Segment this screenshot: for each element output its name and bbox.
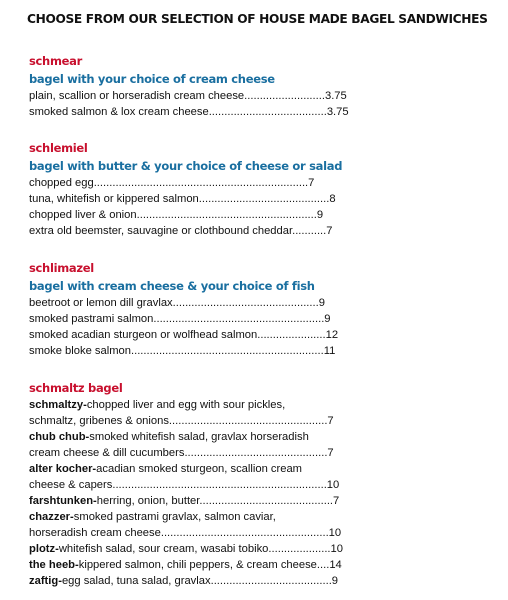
item-name: plotz- xyxy=(29,543,59,555)
menu-item xyxy=(29,511,276,523)
menu-item-cont: schmaltz, gribenes & onions...................................................7 xyxy=(29,415,334,427)
page-title: CHOOSE FROM OUR SELECTION OF HOUSE MADE BAGEL SANDWICHES xyxy=(27,12,488,26)
section-subtitle-schlemiel: bagel with butter & your choice of cheese or salad xyxy=(29,159,343,173)
menu-item xyxy=(29,463,302,475)
menu-item-cont: horseradish cream cheese......................................................10 xyxy=(29,527,342,539)
menu-item xyxy=(29,575,338,587)
item-desc: whitefish salad, sour cream, wasabi tobiko....................10 xyxy=(58,543,343,555)
menu-item xyxy=(29,495,339,507)
menu-item: smoked pastrami salmon.......................................................9 xyxy=(29,313,331,325)
item-desc: acadian smoked sturgeon, scallion cream xyxy=(96,463,302,475)
section-title-schmaltz: schmaltz bagel xyxy=(29,381,123,395)
item-name: zaftig- xyxy=(29,575,62,587)
menu-item: tuna, whitefish or kippered salmon..........................................8 xyxy=(29,193,336,205)
menu-item: chopped liver & onion..........................................................9 xyxy=(29,209,324,221)
menu-item: smoke bloke salmon..............................................................11 xyxy=(29,345,336,357)
item-name: the heeb- xyxy=(29,559,79,571)
menu-item-cont: cheese & capers.....................................................................10 xyxy=(29,479,340,491)
item-name: chazzer- xyxy=(29,511,74,523)
menu-item: smoked acadian sturgeon or wolfhead salmon......................12 xyxy=(29,329,339,341)
item-name: alter kocher- xyxy=(29,463,97,475)
item-desc: herring, onion, butter...........................................7 xyxy=(96,495,340,507)
menu-item xyxy=(29,399,285,411)
item-desc: smoked pastrami gravlax, salmon caviar, xyxy=(73,511,276,523)
item-name: farshtunken- xyxy=(29,495,97,507)
menu-item xyxy=(29,431,309,443)
menu-item xyxy=(29,543,343,555)
section-title-schlimazel: schlimazel xyxy=(29,261,94,275)
menu-item: chopped egg.....................................................................7 xyxy=(29,177,315,189)
item-name: chub chub- xyxy=(29,431,90,443)
item-desc: egg salad, tuna salad, gravlax.......................................9 xyxy=(61,575,339,587)
section-title-schmear: schmear xyxy=(29,54,82,68)
section-title-schlemiel: schlemiel xyxy=(29,141,88,155)
item-name: schmaltzy- xyxy=(29,399,87,411)
section-subtitle-schlimazel: bagel with cream cheese & your choice of fish xyxy=(29,279,315,293)
item-desc: chopped liver and egg with sour pickles, xyxy=(86,399,286,411)
menu-item: plain, scallion or horseradish cream cheese..........................3.75 xyxy=(29,90,347,102)
menu-item xyxy=(29,559,342,571)
menu-item: beetroot or lemon dill gravlax...............................................9 xyxy=(29,297,325,309)
menu-item-cont: cream cheese & dill cucumbers..............................................7 xyxy=(29,447,334,459)
item-desc: kippered salmon, chili peppers, & cream cheese....14 xyxy=(78,559,342,571)
section-subtitle-schmear: bagel with your choice of cream cheese xyxy=(29,72,275,86)
menu-item: extra old beemster, sauvagine or clothbound cheddar...........7 xyxy=(29,225,333,237)
menu-item: smoked salmon & lox cream cheese......................................3.75 xyxy=(29,106,349,118)
item-desc: smoked whitefish salad, gravlax horseradish xyxy=(89,431,309,443)
